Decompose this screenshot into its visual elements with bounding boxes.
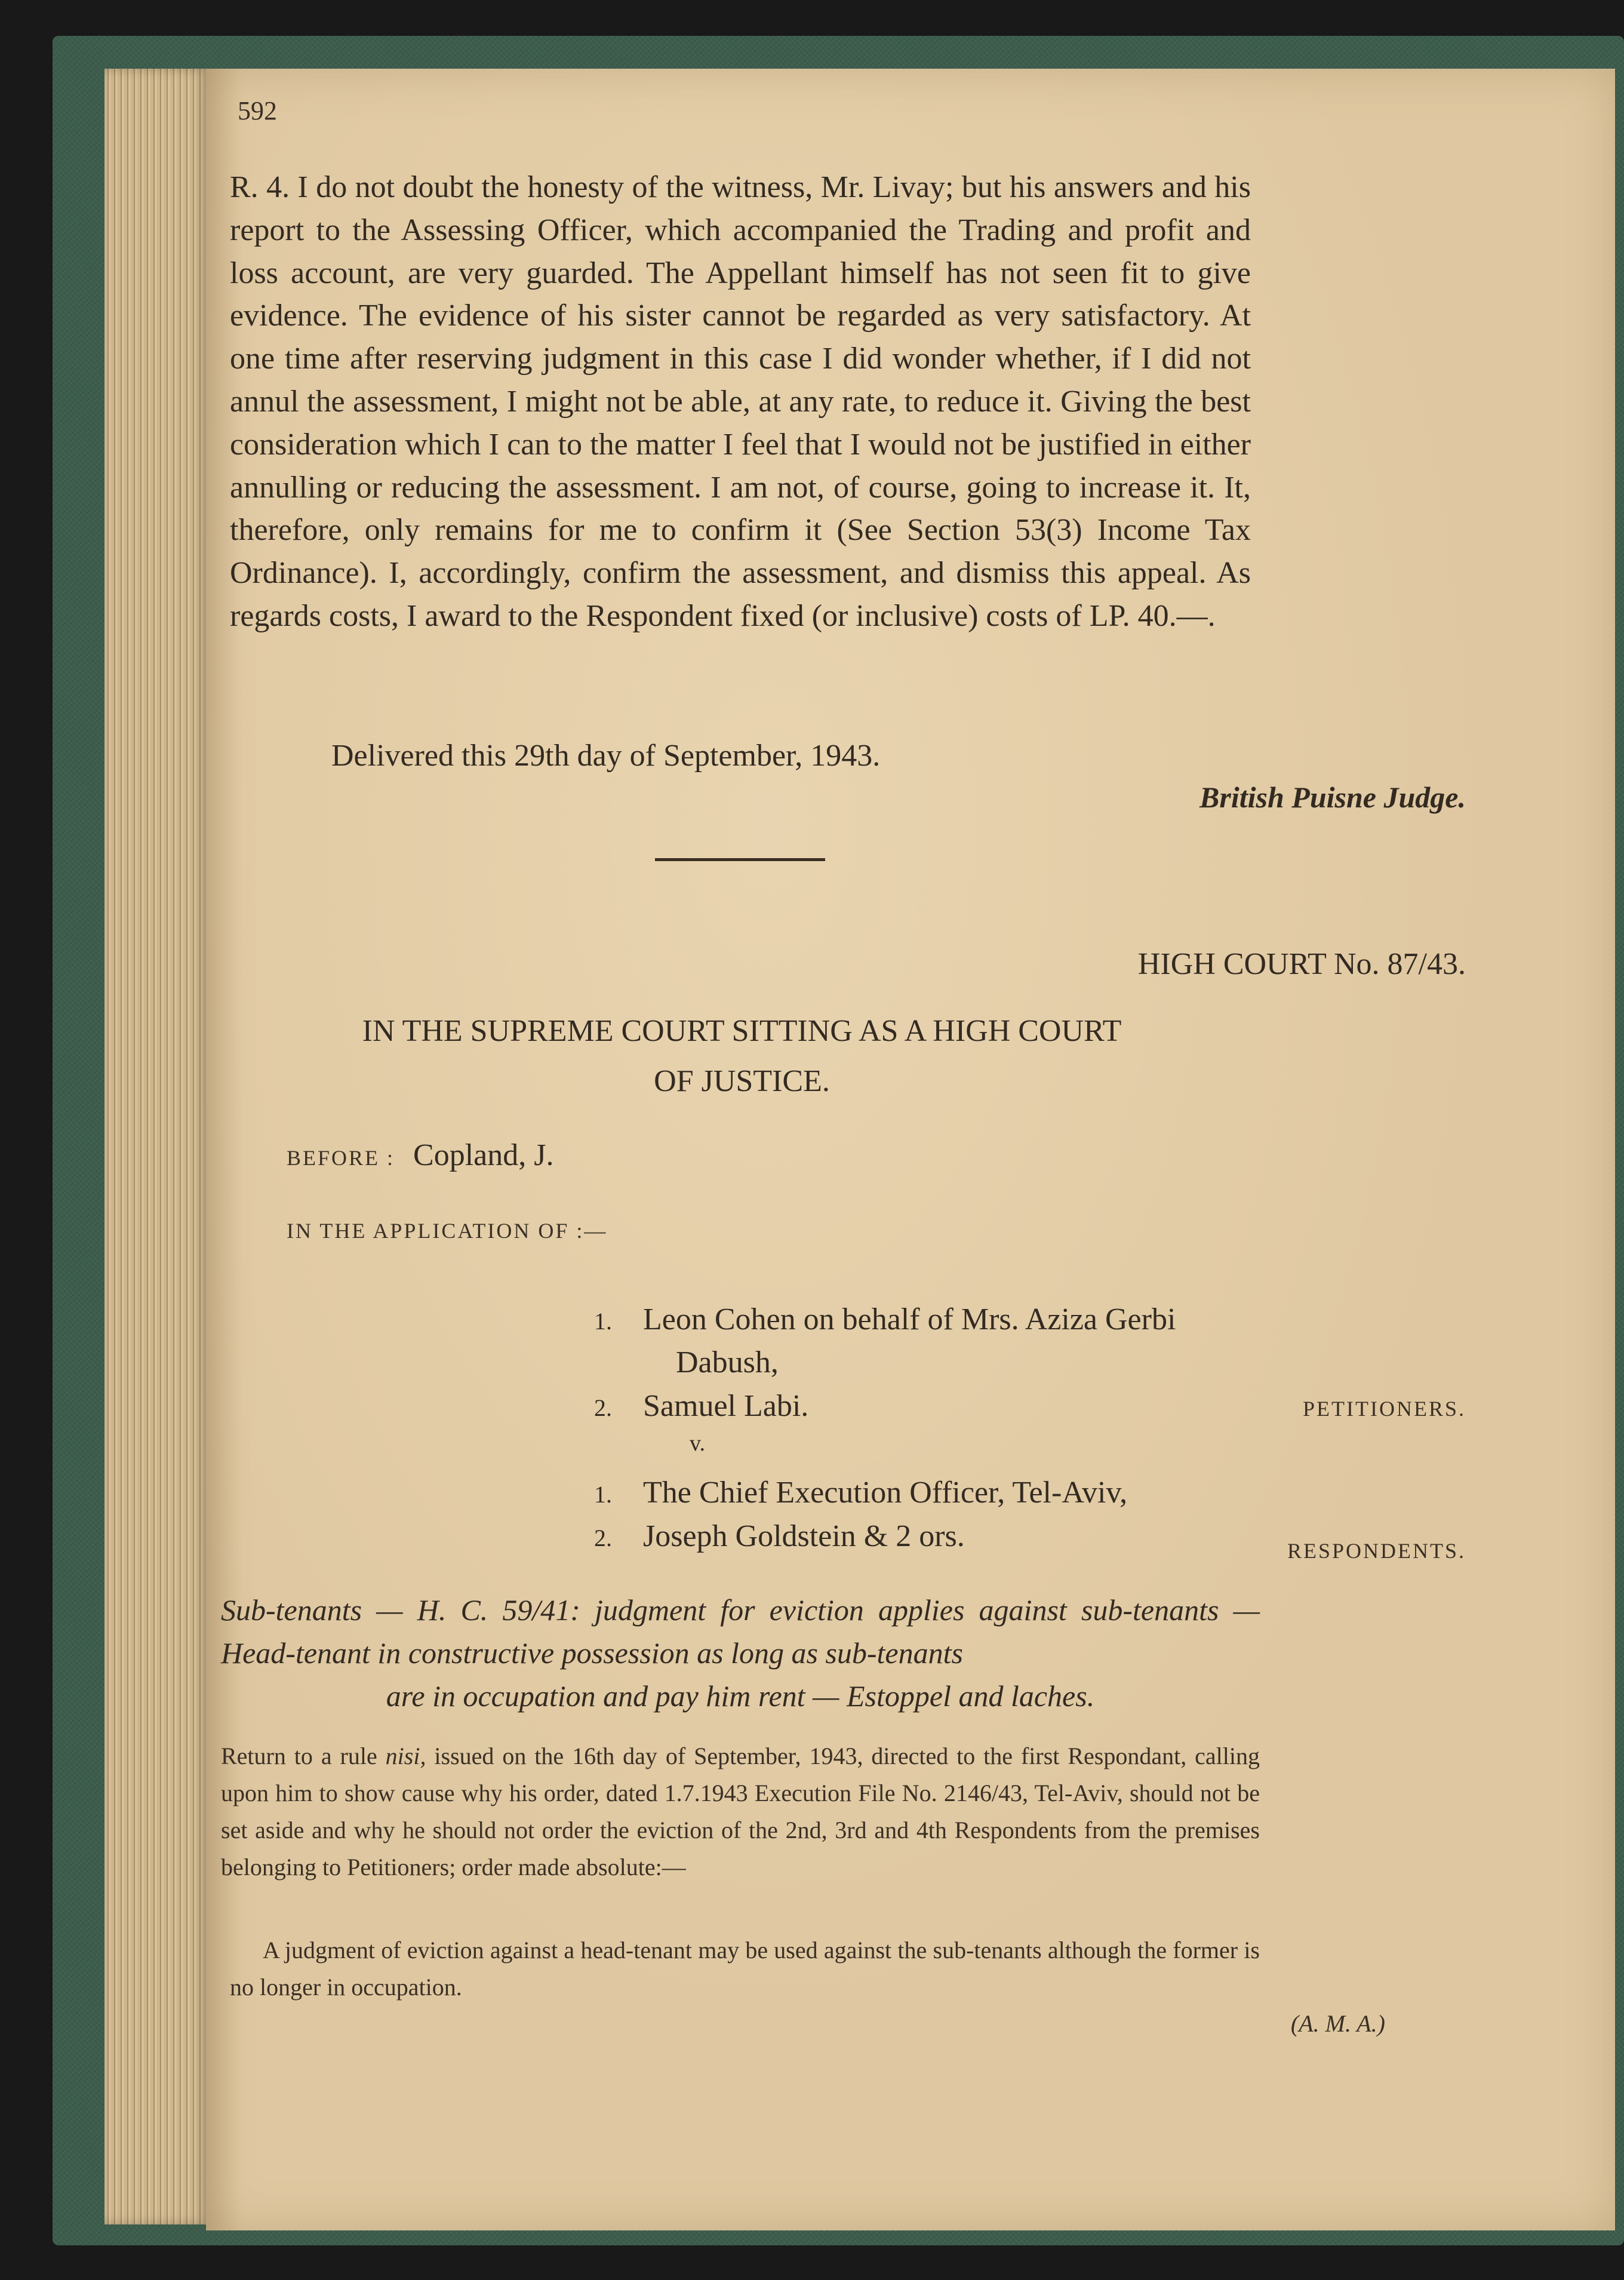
before-label: BEFORE :	[287, 1146, 395, 1170]
petitioners-label: PETITIONERS.	[1303, 1397, 1466, 1421]
court-heading	[227, 1006, 1257, 1107]
judge-signature: British Puisne Judge.	[1199, 781, 1466, 814]
headnote-last-line: are in occupation and pay him rent — Estoppel and laches.	[386, 1679, 1095, 1713]
respondents-label: RESPONDENTS.	[1287, 1539, 1466, 1563]
versus-label: v.	[690, 1431, 706, 1456]
petitioner-2-name: Samuel Labi.	[643, 1389, 809, 1423]
respondent-2-name: Joseph Goldstein & 2 ors.	[643, 1519, 965, 1553]
respondent-1	[594, 1475, 1127, 1510]
petitioner-1-name: Leon Cohen on behalf of Mrs. Aziza Gerbi	[643, 1302, 1176, 1336]
court-heading-line-2: OF JUSTICE.	[654, 1064, 830, 1098]
judgment-paragraph: R. 4. I do not doubt the honesty of the witness, Mr. Livay; but his answers and his report to the Assessing Officer, which accompanied the Trading and profit and loss account, are very guarded. The Appellant himself has not seen fit to give evidence. The evidence of his sister cannot be regarded as very satisfactory. At one time after reserving judgment in this case I did wonder whether, if I did not annul the assessment, I might not be able, at any rate, to reduce it. Giving the best consideration which I can to the matter I feel that I would not be justified in either annulling or reducing the assessment. I am not, of course, going to increase it. It, therefore, only remains for me to confirm it (See Section 53(3) Income Tax Ordinance). I, accordingly, confirm the assessment, and dismiss this appeal. As regards costs, I award to the Respondent fixed (or inclusive) costs of LP. 40.—.	[230, 170, 1251, 633]
return-paragraph	[221, 1738, 1260, 1886]
respondent-2	[594, 1519, 965, 1554]
delivered-line: Delivered this 29th day of September, 1943.	[331, 739, 881, 773]
before-judge: Copland, J.	[413, 1138, 554, 1172]
case-number: HIGH COURT No. 87/43.	[1137, 947, 1466, 981]
headnote-main: Sub-tenants — H. C. 59/41: judgment for eviction applies against sub-tenants — Head-tenant in constructive possession as long as sub-tenants	[221, 1593, 1260, 1670]
respondent-1-name: The Chief Execution Officer, Tel-Aviv,	[643, 1476, 1128, 1510]
application-label: IN THE APPLICATION OF :—	[287, 1219, 608, 1243]
petitioner-1-continued	[676, 1345, 779, 1380]
petitioner-1-name-continued: Dabush,	[676, 1345, 779, 1379]
respondent-2-number: 2.	[594, 1525, 612, 1551]
holding-summary: A judgment of eviction against a head-tenant may be used against the sub-tenants although the former is no longer in occupation.	[230, 1937, 1260, 2001]
page-edges	[104, 69, 212, 2224]
return-text-rest: issued on the 16th day of September, 1943, directed to the first Respondant, calling upon him to show cause why his order, dated 1.7.1943 Execution File No. 2146/43, Tel-Aviv, should not be set aside and why he should not order the eviction of the 2nd, 3rd and 4th Respondents from the premises belonging to Petitioners; order made absolute:—	[221, 1743, 1260, 1880]
court-heading-line-1: IN THE SUPREME COURT SITTING AS A HIGH COURT	[362, 1014, 1122, 1048]
before-line	[287, 1138, 553, 1173]
page-number: 592	[238, 96, 277, 125]
return-text-start: Return to a rule	[221, 1743, 377, 1769]
respondent-1-number: 1.	[594, 1481, 612, 1508]
reporter-initials: (A. M. A.)	[1290, 2010, 1385, 2037]
return-text-nisi: nisi,	[385, 1743, 426, 1769]
petitioner-1	[594, 1302, 1176, 1337]
headnote	[221, 1588, 1260, 1717]
petitioner-1-number: 1.	[594, 1308, 612, 1335]
petitioner-2-number: 2.	[594, 1394, 612, 1421]
petitioner-2	[594, 1388, 808, 1424]
section-divider	[655, 858, 825, 861]
